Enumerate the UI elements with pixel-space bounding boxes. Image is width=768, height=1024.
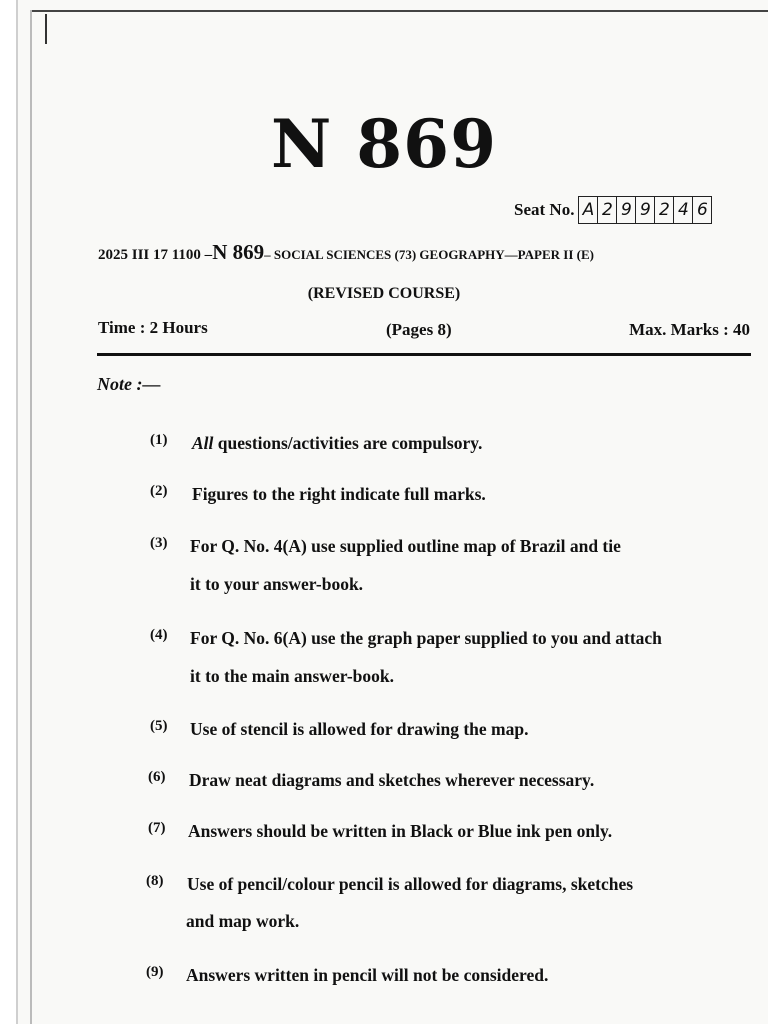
note-text — [192, 428, 482, 458]
note-text: Answers should be written in Black or Blue ink pen only. — [188, 821, 613, 841]
seat-digit: 9 — [636, 197, 655, 223]
note-lead: All — [192, 433, 214, 453]
paper-info-line — [98, 240, 748, 265]
page-top-edge — [30, 10, 768, 12]
note-text: it to the main answer-book. — [190, 666, 395, 686]
seat-digit: 6 — [697, 200, 708, 220]
note-number: (2) — [150, 483, 168, 499]
time-label: Time : 2 Hours — [98, 318, 208, 337]
seat-number-row — [514, 196, 712, 224]
course-label: (REVISED COURSE) — [307, 285, 461, 302]
seat-digit: 4 — [674, 197, 693, 223]
note-text: it to your answer-book. — [190, 574, 364, 594]
note-text: Answers written in pencil will not be considered. — [186, 965, 549, 985]
note-number: (3) — [150, 535, 168, 551]
seat-digit: A — [579, 197, 598, 223]
header-rule — [97, 353, 751, 356]
note-number: (5) — [150, 718, 168, 734]
seat-digit: 2 — [655, 197, 674, 223]
note-text: Figures to the right indicate full marks. — [192, 484, 486, 504]
info-prefix: 2025 III 17 1100 – — [98, 247, 213, 263]
note-heading: Note :— — [97, 374, 161, 394]
paper-code-title: N 869 — [270, 105, 498, 183]
note-text: Draw neat diagrams and sketches wherever necessary. — [189, 770, 595, 790]
note-number: (1) — [150, 432, 168, 448]
seat-digit: 2 — [598, 197, 617, 223]
corner-mark — [45, 14, 47, 44]
info-code: N 869 — [212, 240, 265, 264]
note-text: For Q. No. 6(A) use the graph paper supplied to you and attach — [190, 628, 662, 648]
note-number: (8) — [146, 873, 164, 889]
max-marks-label: Max. Marks : 40 — [629, 320, 750, 339]
note-number: (6) — [148, 769, 166, 785]
seat-digit: 9 — [617, 197, 636, 223]
note-rest: questions/activities are compulsory. — [213, 433, 483, 453]
note-number: (7) — [148, 820, 166, 836]
info-subject: – SOCIAL SCIENCES (73) GEOGRAPHY—PAPER II (E) — [264, 247, 594, 262]
note-number: (9) — [146, 964, 164, 980]
note-number: (4) — [150, 627, 168, 643]
seat-number-boxes — [578, 196, 712, 224]
seat-label: Seat No. — [514, 200, 575, 219]
pages-label: (Pages 8) — [386, 320, 452, 339]
note-text: Use of pencil/colour pencil is allowed for diagrams, sketches — [187, 874, 634, 894]
note-text: and map work. — [186, 911, 300, 931]
note-text: For Q. No. 4(A) use supplied outline map of Brazil and tie — [190, 536, 621, 556]
note-text: Use of stencil is allowed for drawing the map. — [190, 719, 529, 739]
